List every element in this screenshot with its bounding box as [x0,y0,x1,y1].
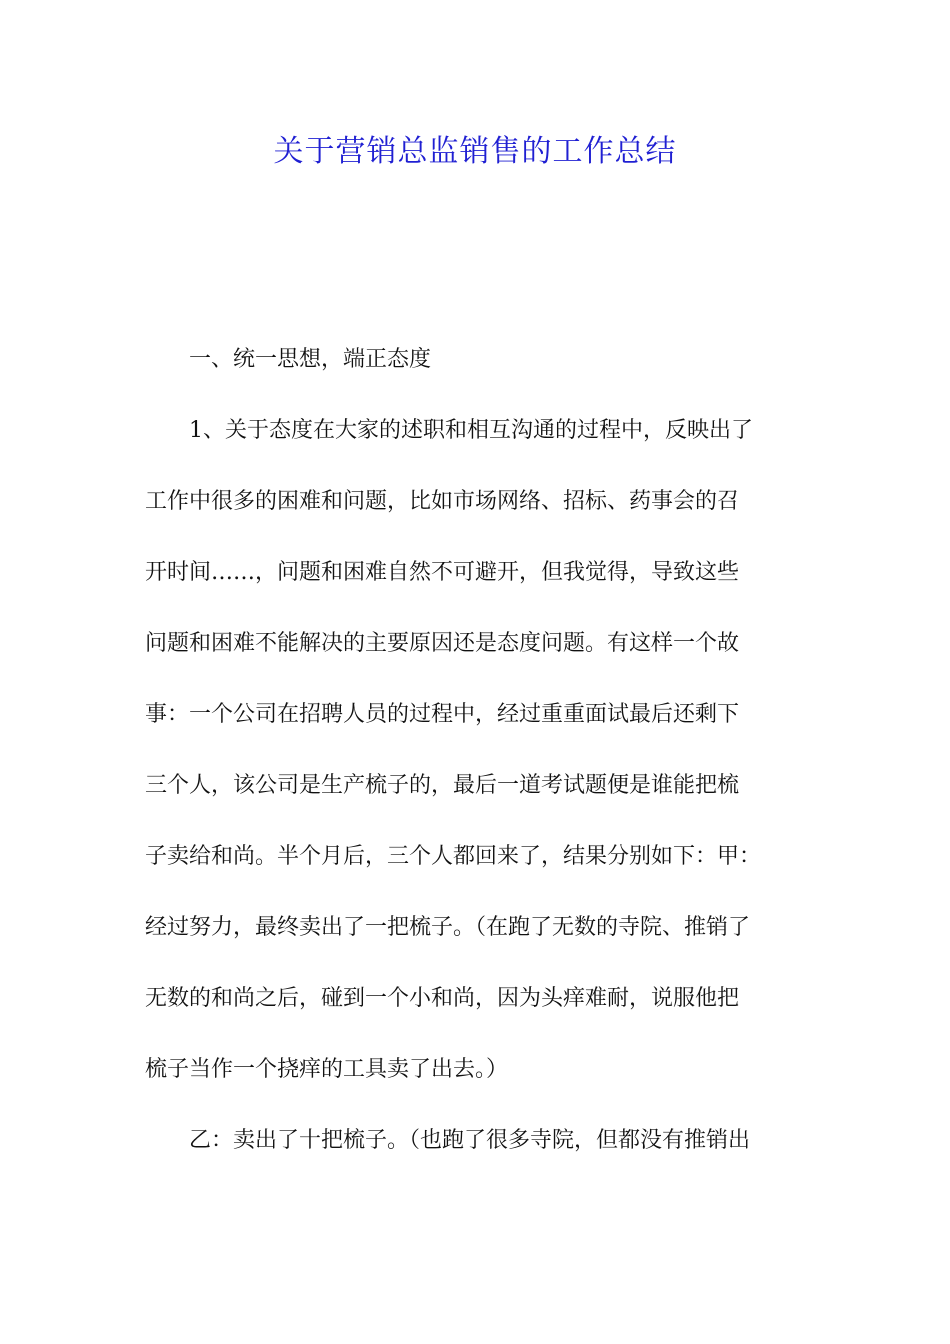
paragraph-1-line-7: 子卖给和尚。半个月后，三个人都回来了，结果分别如下：甲： [145,844,762,869]
paragraph-1-line-1: 1、关于态度在大家的述职和相互沟通的过程中，反映出了 [189,418,753,443]
paragraph-1-line-10: 梳子当作一个挠痒的工具卖了出去。） [145,1057,509,1082]
paragraph-1-line-6: 三个人，该公司是生产梳子的，最后一道考试题便是谁能把梳 [145,773,740,798]
paragraph-1-line-5: 事：一个公司在招聘人员的过程中，经过重重面试最后还剩下 [145,702,740,727]
paragraph-1-line-9: 无数的和尚之后，碰到一个小和尚，因为头痒难耐，说服他把 [145,986,740,1011]
document-body [145,337,810,1189]
paragraph-1-line-3: 开时间……，问题和困难自然不可避开，但我觉得，导致这些 [145,560,740,585]
paragraph-1-line-2: 工作中很多的困难和问题，比如市场网络、招标、药事会的召 [145,489,740,514]
paragraph-1-line-4: 问题和困难不能解决的主要原因还是态度问题。有这样一个故 [145,631,740,656]
section-heading: 一、统一思想，端正态度 [189,347,432,372]
document-title: 关于营销总监销售的工作总结 [273,134,677,169]
paragraph-1-line-8: 经过努力，最终卖出了一把梳子。（在跑了无数的寺院、推销了 [145,915,751,940]
paragraph-2-line-1: 乙：卖出了十把梳子。（也跑了很多寺院，但都没有推销出 [189,1128,751,1153]
